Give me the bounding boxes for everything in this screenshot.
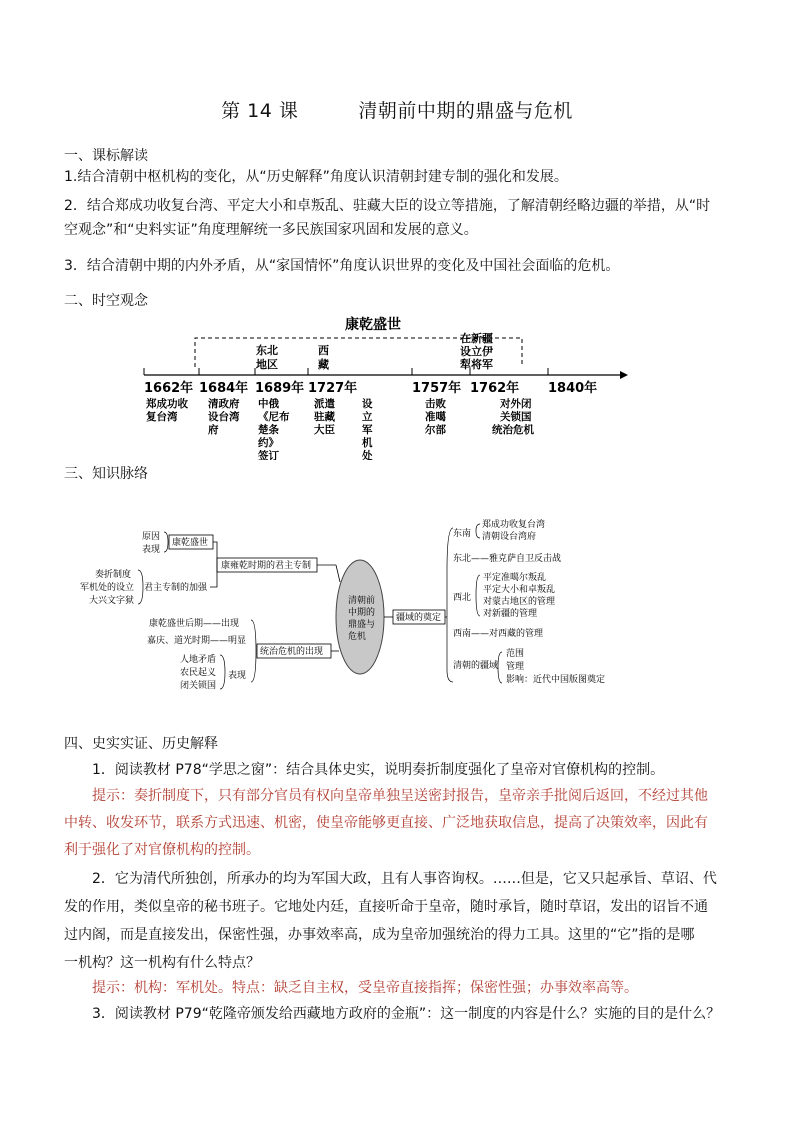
year-1662: 1662年	[144, 381, 194, 396]
event-1757-3: 尔部	[425, 424, 446, 436]
northwest-sub-3: 对蒙古地区的管理	[483, 597, 556, 607]
center-line-4: 危机	[348, 632, 367, 642]
hint-1b: 中转、收发环节，联系方式迅速、机密，使皇帝能够更直接、广泛地获取信息，提高了决策效率，因此有	[64, 815, 708, 831]
region-southeast: 东南	[453, 529, 472, 539]
region-northeast: 东北——雅克萨自卫反击战	[453, 554, 562, 564]
region-northwest: 西北	[453, 593, 472, 603]
event-1727-1: 派遣	[314, 398, 335, 410]
year-1840: 1840年	[548, 381, 598, 396]
event-jijichu-5: 处	[362, 450, 373, 460]
hint-1a: 提示：奏折制度下，只有部分官员有权向皇帝单独呈送密封报告，皇帝亲手批阅后返回，不经过其他	[92, 788, 708, 804]
above-xinjiang-2: 设立伊	[460, 345, 493, 358]
qing-territory-sub-1: 范围	[506, 649, 525, 659]
event-1684-2: 设台湾	[208, 411, 240, 423]
question-1: 1．阅读教材 P78“学思之窗”：结合具体史实，说明奏折制度强化了皇帝对官僚机构的控制。	[92, 762, 665, 778]
event-1689-3: 楚条	[258, 424, 279, 436]
section-heading-knowledge: 三、知识脉络	[64, 466, 148, 482]
qing-territory-sub-2: 管理	[506, 662, 525, 672]
event-1840-3: 统治危机	[492, 424, 534, 436]
event-1684-3: 府	[208, 424, 219, 436]
crisis-sub-1: 人地矛盾	[180, 655, 217, 665]
year-1757: 1757年	[412, 381, 462, 396]
event-jijichu-2: 立	[362, 411, 373, 423]
center-line-1: 清朝前	[348, 596, 376, 606]
node-kangqian: 康乾盛世	[172, 538, 209, 548]
event-1684-1: 清政府	[208, 398, 240, 410]
event-1689-1: 中俄	[258, 398, 279, 410]
year-1684: 1684年	[199, 381, 249, 396]
event-1840-1: 对外闭	[500, 398, 532, 410]
kangqian-manifest: 表现	[142, 545, 161, 555]
section-heading-timeline: 二、时空观念	[64, 293, 148, 309]
year-1762: 1762年	[470, 381, 520, 396]
page-title	[0, 96, 794, 123]
absolutism-sub-1: 奏折制度	[95, 570, 132, 580]
qing-territory-sub-3: 影响：近代中国版图奠定	[506, 675, 606, 685]
crisis-sub-2: 农民起义	[180, 668, 217, 678]
above-tibet-2: 藏	[318, 358, 329, 371]
event-1689-2: 《尼布	[258, 411, 290, 423]
question-2a: 2．它为清代所独创，所承办的均为军国大政，且有人事咨询权。……但是，它又只起承旨、草诏、代	[92, 871, 717, 887]
node-absolutism-strength: 君主专制的加强	[144, 583, 208, 593]
hint-2: 提示：机构：军机处。特点：缺乏自主权，受皇帝直接指挥；保密性强；办事效率高等。	[92, 980, 638, 996]
center-line-2: 中期的	[348, 608, 376, 618]
year-1689: 1689年	[255, 381, 305, 396]
above-northeast-1: 东北	[256, 344, 278, 357]
event-1689-5: 签订	[258, 450, 279, 460]
question-3: 3．阅读教材 P79“乾隆帝颁发给西藏地方政府的金瓶”：这一制度的内容是什么？实施的目的是什么？	[92, 1006, 721, 1022]
event-1840-2: 关锁国	[500, 411, 532, 423]
section-heading-standards: 一、课标解读	[64, 148, 148, 164]
center-line-3: 鼎盛与	[348, 620, 376, 630]
above-tibet-1: 西	[318, 344, 329, 357]
section-heading-evidence: 四、史实实证、历史解释	[64, 736, 218, 752]
event-1757-1: 击败	[425, 398, 446, 410]
node-crisis: 统治危机的出现	[260, 647, 324, 657]
crisis-sub-3: 闭关锁国	[180, 681, 217, 691]
event-1662-2: 复台湾	[146, 411, 178, 423]
standard-item-2b: 空观念”和“史料实证”角度理解统一多民族国家巩固和发展的意义。	[64, 222, 478, 238]
northwest-sub-1: 平定准噶尔叛乱	[483, 573, 547, 583]
lesson-name: 清朝前中期的鼎盛与危机	[358, 100, 573, 122]
absolutism-sub-3: 大兴文字狱	[89, 596, 135, 606]
kangqian-label: 康乾盛世	[345, 317, 401, 333]
question-2b: 发的作用，类似皇帝的秘书班子。它地处内廷，直接听命于皇帝，随时承旨，随时草诏，发出的诏旨不通	[64, 899, 708, 915]
crisis-item-1: 康乾盛世后期——出现	[149, 619, 240, 629]
above-xinjiang-3: 犁将军	[460, 358, 493, 371]
year-1727: 1727年	[308, 381, 358, 396]
event-1662-1: 郑成功收	[146, 398, 188, 410]
crisis-item-2: 嘉庆、道光时期——明显	[147, 636, 247, 646]
axis-arrow-icon	[620, 371, 628, 379]
standard-item-3: 3．结合清朝中期的内外矛盾，从“家国情怀”角度认识世界的变化及中国社会面临的危机。	[64, 258, 620, 274]
event-jijichu-1: 设	[362, 398, 373, 410]
northwest-sub-2: 平定大小和卓叛乱	[483, 585, 556, 595]
question-2d: 一机构？这一机构有什么特点？	[64, 955, 260, 971]
lesson-number: 第 14 课	[221, 100, 299, 122]
standard-item-1: 1.结合清朝中枢机构的变化，从“历史解释”角度认识清朝封建专制的强化和发展。	[64, 169, 568, 185]
southeast-sub-2: 清朝设台湾府	[482, 532, 537, 542]
southeast-sub-1: 郑成功收复台湾	[482, 520, 546, 530]
event-jijichu-4: 机	[362, 437, 373, 449]
above-northeast-2: 地区	[256, 358, 278, 371]
event-jijichu-3: 军	[362, 424, 373, 436]
crisis-manifest: 表现	[228, 671, 247, 681]
hint-1c: 利于强化了对官僚机构的控制。	[64, 842, 260, 858]
event-1689-4: 约》	[258, 437, 279, 449]
question-2c: 过内阁，而是直接发出，保密性强，办事效率高，成为皇帝加强统治的得力工具。这里的“它”指的是哪	[64, 927, 695, 943]
northwest-sub-4: 对新疆的管理	[483, 609, 538, 619]
region-qing-territory: 清朝的疆域	[453, 661, 499, 671]
above-xinjiang-1: 在新疆	[460, 332, 493, 345]
event-1727-3: 大臣	[314, 424, 335, 436]
event-1757-2: 准噶	[425, 411, 446, 423]
timeline-diagram	[130, 310, 640, 460]
region-southwest: 西南——对西藏的管理	[453, 629, 544, 639]
standard-item-2a: 2．结合郑成功收复台湾、平定大小和卓叛乱、驻藏大臣的设立等措施，了解清朝经略边疆的举措，从“时	[64, 198, 711, 214]
absolutism-sub-2: 军机处的设立	[80, 583, 135, 593]
kangqian-cause: 原因	[142, 532, 161, 542]
node-territory: 疆域的奠定	[396, 613, 442, 623]
knowledge-mindmap	[75, 510, 635, 695]
node-absolutism: 康雍乾时期的君主专制	[221, 561, 312, 571]
event-1727-2: 驻藏	[314, 411, 335, 423]
